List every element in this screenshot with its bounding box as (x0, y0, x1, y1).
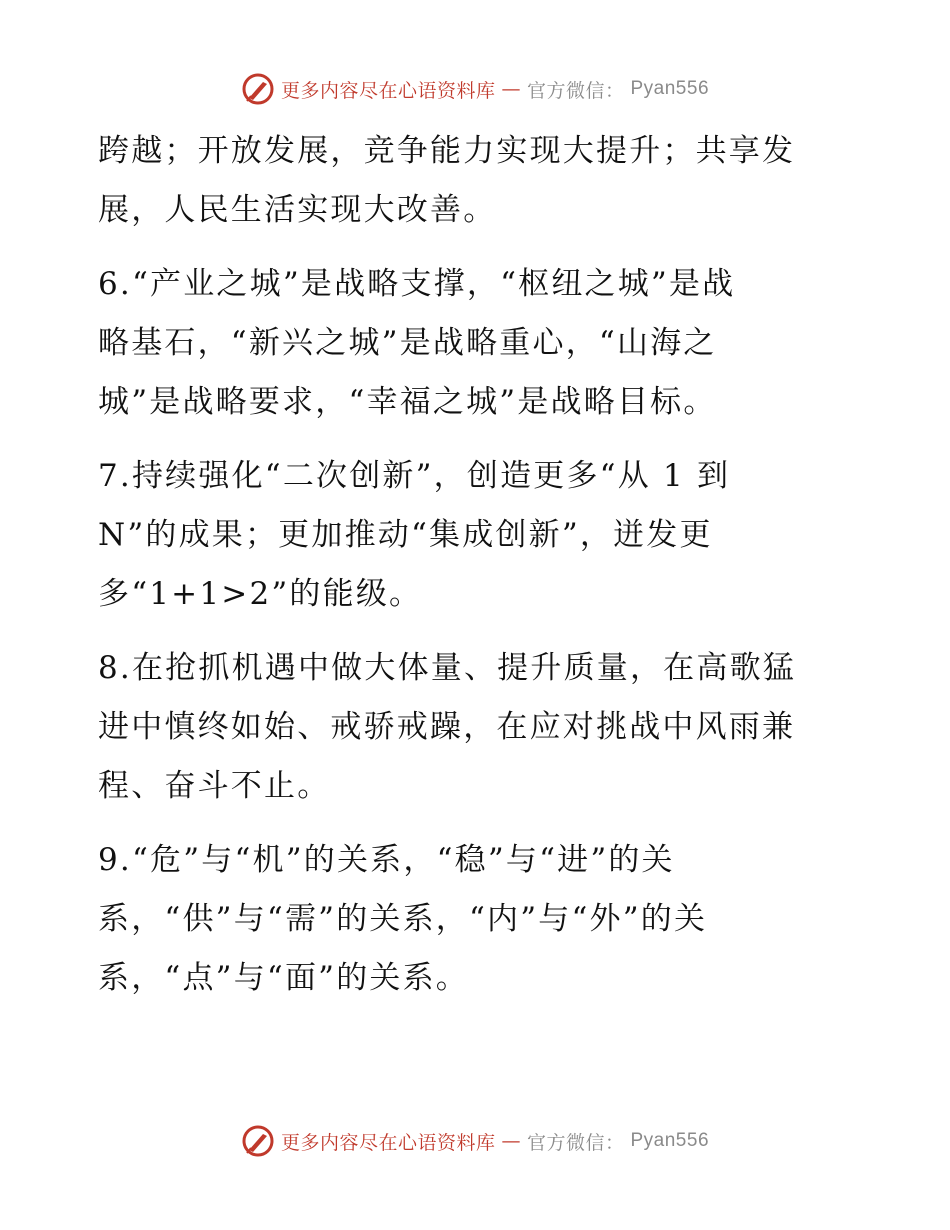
watermark-dash: — (501, 1130, 521, 1152)
quill-logo-icon (241, 72, 275, 106)
text-line: 8.在抢抓机遇中做大体量、提升质量，在高歌猛 (98, 650, 796, 686)
text-line: 9.“危”与“机”的关系，“稳”与“进”的关 (98, 842, 675, 878)
text-line: 展，人民生活实现大改善。 (98, 192, 497, 228)
header-watermark (0, 72, 950, 106)
watermark-label: 官方微信： (526, 1131, 625, 1154)
text-line: 跨越；开放发展，竞争能力实现大提升；共享发 (98, 133, 796, 169)
text-line: 7.持续强化“二次创新”，创造更多“从 1 到 (98, 458, 731, 494)
footer-watermark (0, 1124, 950, 1158)
text-line: 进中慎终如始、戒骄戒躁，在应对挑战中风雨兼 (98, 709, 796, 745)
watermark-brand: 更多内容尽在心语资料库 (280, 79, 496, 102)
paragraph (98, 255, 868, 432)
text-line: 程、奋斗不止。 (98, 768, 331, 804)
text-line: N”的成果；更加推动“集成创新”，迸发更 (98, 517, 713, 553)
paragraph (98, 447, 868, 624)
watermark-id: Pyan556 (630, 1130, 710, 1151)
watermark-dash: — (501, 78, 521, 100)
text-line: 系，“点”与“面”的关系。 (98, 960, 469, 996)
text-line: 城”是战略要求，“幸福之城”是战略目标。 (98, 384, 717, 420)
watermark-brand: 更多内容尽在心语资料库 (280, 1131, 496, 1154)
watermark-label: 官方微信： (526, 79, 625, 102)
quill-logo-icon (241, 1124, 275, 1158)
text-line: 系，“供”与“需”的关系，“内”与“外”的关 (98, 901, 708, 937)
text-line: 略基石，“新兴之城”是战略重心，“山海之 (98, 325, 717, 361)
paragraph (98, 831, 868, 1008)
text-line: 多“1+1>2”的能级。 (98, 576, 423, 612)
document-body (98, 122, 868, 1023)
paragraph (98, 639, 868, 816)
paragraph (98, 122, 868, 240)
text-line: 6.“产业之城”是战略支撑，“枢纽之城”是战 (98, 266, 736, 302)
watermark-id: Pyan556 (630, 78, 710, 99)
